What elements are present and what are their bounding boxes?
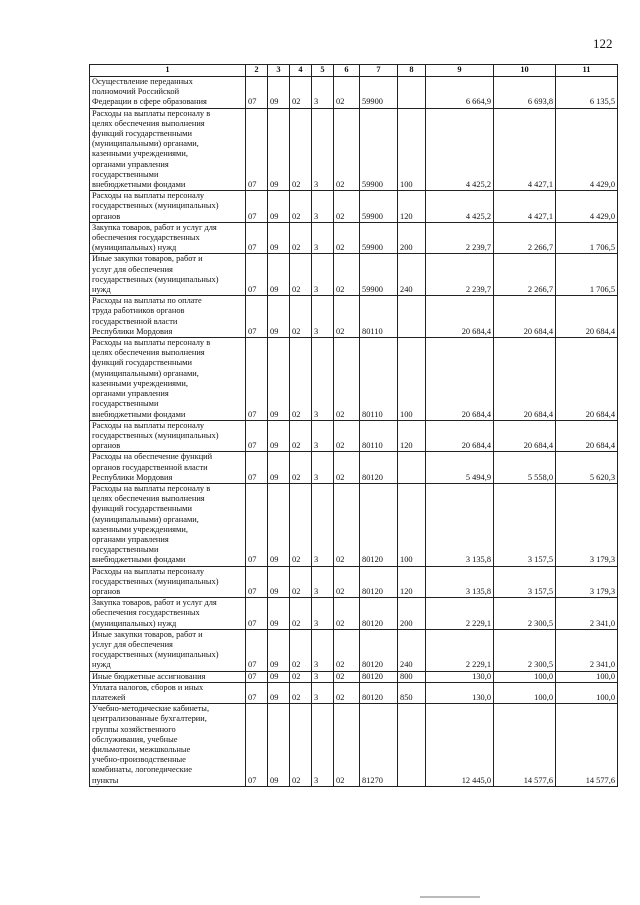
row-value-cell: 3 (312, 704, 334, 787)
row-value-cell: 59900 (360, 254, 398, 296)
row-value-cell: 02 (290, 222, 312, 254)
row-value-cell: 07 (246, 598, 268, 630)
row-value-cell: 4 429,0 (556, 108, 618, 191)
row-value-cell: 4 427,1 (494, 108, 556, 191)
row-value-cell: 240 (398, 629, 426, 671)
row-value-cell: 20 684,4 (556, 338, 618, 421)
row-value-cell: 02 (334, 566, 360, 598)
header-row (90, 65, 618, 77)
row-value-cell: 3 (312, 420, 334, 452)
row-value-cell: 2 341,0 (556, 629, 618, 671)
row-value-cell: 20 684,4 (556, 296, 618, 338)
row-value-cell: 2 239,7 (426, 254, 494, 296)
row-value-cell: 120 (398, 566, 426, 598)
row-value-cell: 3 135,8 (426, 483, 494, 566)
row-value-cell: 02 (334, 77, 360, 109)
page-number: 122 (593, 36, 613, 51)
row-value-cell: 81270 (360, 704, 398, 787)
row-value-cell: 3 (312, 338, 334, 421)
row-value-cell: 07 (246, 338, 268, 421)
row-value-cell: 100 (398, 483, 426, 566)
row-value-cell: 09 (268, 452, 290, 484)
row-value-cell: 02 (334, 452, 360, 484)
table-row (90, 77, 618, 109)
row-name-cell: Иные закупки товаров, работ и услуг для обеспечения государственных (муниципальных) нужд (90, 254, 246, 296)
row-value-cell: 1 706,5 (556, 222, 618, 254)
row-value-cell: 09 (268, 629, 290, 671)
row-value-cell: 200 (398, 598, 426, 630)
row-value-cell: 14 577,6 (556, 704, 618, 787)
row-name-cell: Расходы на выплаты персоналу государственных (муниципальных) органов (90, 566, 246, 598)
row-value-cell: 07 (246, 254, 268, 296)
row-value-cell (398, 704, 426, 787)
row-name-cell: Расходы на выплаты персоналу в целях обеспечения выполнения функций государственными (муниципальными) органами, казенными учреждениями, органами управления государственными внебюджетными фондами (90, 483, 246, 566)
row-value-cell: 09 (268, 222, 290, 254)
row-value-cell: 02 (290, 338, 312, 421)
row-value-cell: 2 239,7 (426, 222, 494, 254)
row-value-cell: 3 157,5 (494, 566, 556, 598)
row-value-cell: 02 (334, 682, 360, 703)
row-value-cell: 850 (398, 682, 426, 703)
row-value-cell: 6 135,5 (556, 77, 618, 109)
row-value-cell: 100,0 (556, 682, 618, 703)
row-value-cell: 2 229,1 (426, 629, 494, 671)
row-name-cell: Расходы на выплаты по оплате труда работников органов государственной власти Республики Мордовия (90, 296, 246, 338)
table-row (90, 254, 618, 296)
row-value-cell: 02 (334, 671, 360, 682)
row-value-cell: 12 445,0 (426, 704, 494, 787)
row-value-cell: 5 494,9 (426, 452, 494, 484)
row-value-cell: 09 (268, 598, 290, 630)
row-value-cell: 09 (268, 704, 290, 787)
row-value-cell: 120 (398, 420, 426, 452)
row-value-cell: 4 425,2 (426, 108, 494, 191)
row-value-cell: 80110 (360, 338, 398, 421)
row-name-cell: Уплата налогов, сборов и иных платежей (90, 682, 246, 703)
row-value-cell: 1 706,5 (556, 254, 618, 296)
row-name-cell: Иные бюджетные ассигнования (90, 671, 246, 682)
row-value-cell: 100 (398, 338, 426, 421)
row-value-cell: 02 (290, 682, 312, 703)
row-value-cell: 59900 (360, 77, 398, 109)
row-value-cell: 240 (398, 254, 426, 296)
row-value-cell: 20 684,4 (426, 296, 494, 338)
row-value-cell: 3 (312, 682, 334, 703)
row-value-cell: 07 (246, 452, 268, 484)
row-value-cell: 20 684,4 (426, 420, 494, 452)
row-name-cell: Расходы на выплаты персоналу государственных (муниципальных) органов (90, 191, 246, 223)
row-value-cell: 02 (290, 420, 312, 452)
row-value-cell: 09 (268, 108, 290, 191)
row-value-cell: 3 (312, 671, 334, 682)
column-header: 9 (426, 65, 494, 77)
row-value-cell: 3 157,5 (494, 483, 556, 566)
row-value-cell: 3 (312, 191, 334, 223)
row-value-cell: 3 179,3 (556, 483, 618, 566)
row-value-cell: 02 (334, 483, 360, 566)
row-value-cell: 3 (312, 566, 334, 598)
table-body (90, 77, 618, 787)
row-value-cell: 02 (290, 77, 312, 109)
row-value-cell: 07 (246, 682, 268, 703)
row-value-cell: 02 (290, 598, 312, 630)
row-value-cell: 02 (334, 338, 360, 421)
table-row (90, 483, 618, 566)
column-header: 3 (268, 65, 290, 77)
row-value-cell: 4 425,2 (426, 191, 494, 223)
row-value-cell: 02 (334, 254, 360, 296)
row-value-cell: 02 (290, 108, 312, 191)
row-value-cell: 09 (268, 191, 290, 223)
column-header: 8 (398, 65, 426, 77)
row-value-cell: 02 (290, 629, 312, 671)
row-name-cell: Учебно-методические кабинеты, централизованные бухгалтерии, группы хозяйственного обслуживания, учебные фильмотеки, межшкольные учебно-производственные комбинаты, логопедические пункты (90, 704, 246, 787)
row-value-cell: 200 (398, 222, 426, 254)
row-value-cell: 07 (246, 566, 268, 598)
row-value-cell: 02 (290, 704, 312, 787)
row-value-cell: 3 (312, 108, 334, 191)
row-value-cell: 2 266,7 (494, 222, 556, 254)
row-value-cell: 02 (334, 191, 360, 223)
row-value-cell: 09 (268, 77, 290, 109)
row-value-cell: 3 (312, 629, 334, 671)
row-value-cell: 02 (290, 452, 312, 484)
column-header: 2 (246, 65, 268, 77)
row-name-cell: Закупка товаров, работ и услуг для обеспечения государственных (муниципальных) нужд (90, 598, 246, 630)
row-value-cell: 07 (246, 704, 268, 787)
row-value-cell: 59900 (360, 222, 398, 254)
row-value-cell: 07 (246, 191, 268, 223)
row-value-cell: 07 (246, 483, 268, 566)
table-row (90, 671, 618, 682)
row-value-cell: 20 684,4 (494, 338, 556, 421)
row-value-cell: 20 684,4 (556, 420, 618, 452)
row-value-cell: 3 (312, 222, 334, 254)
row-value-cell: 100 (398, 108, 426, 191)
row-name-cell: Расходы на выплаты персоналу в целях обеспечения выполнения функций государственными (муниципальными) органами, казенными учреждениями, органами управления государственными внебюджетными фондами (90, 108, 246, 191)
table-row (90, 222, 618, 254)
row-value-cell: 09 (268, 338, 290, 421)
row-name-cell: Расходы на обеспечение функций органов государственной власти Республики Мордовия (90, 452, 246, 484)
row-value-cell: 20 684,4 (494, 296, 556, 338)
row-value-cell: 09 (268, 671, 290, 682)
column-header: 10 (494, 65, 556, 77)
row-value-cell: 130,0 (426, 671, 494, 682)
table-row (90, 452, 618, 484)
row-value-cell: 6 693,8 (494, 77, 556, 109)
row-value-cell: 02 (334, 108, 360, 191)
column-header: 1 (90, 65, 246, 77)
row-value-cell: 5 558,0 (494, 452, 556, 484)
column-header: 5 (312, 65, 334, 77)
table-row (90, 191, 618, 223)
row-value-cell (398, 77, 426, 109)
row-value-cell: 2 300,5 (494, 629, 556, 671)
row-name-cell: Расходы на выплаты персоналу в целях обеспечения выполнения функций государственными (муниципальными) органами, казенными учреждениями, органами управления государственными внебюджетными фондами (90, 338, 246, 421)
row-value-cell: 3 (312, 598, 334, 630)
table-row (90, 682, 618, 703)
row-value-cell: 02 (290, 671, 312, 682)
row-value-cell: 80120 (360, 483, 398, 566)
row-value-cell: 02 (290, 483, 312, 566)
row-value-cell: 80120 (360, 452, 398, 484)
row-value-cell: 02 (334, 598, 360, 630)
table-row (90, 108, 618, 191)
row-value-cell: 59900 (360, 191, 398, 223)
row-value-cell: 2 341,0 (556, 598, 618, 630)
row-value-cell: 09 (268, 483, 290, 566)
row-value-cell: 130,0 (426, 682, 494, 703)
table-row (90, 598, 618, 630)
row-name-cell: Осуществление переданных полномочий Российской Федерации в сфере образования (90, 77, 246, 109)
bottom-edge-mark (420, 896, 480, 898)
row-value-cell: 4 427,1 (494, 191, 556, 223)
table-row (90, 566, 618, 598)
row-value-cell: 07 (246, 108, 268, 191)
row-name-cell: Расходы на выплаты персоналу государственных (муниципальных) органов (90, 420, 246, 452)
table-row (90, 629, 618, 671)
column-header: 6 (334, 65, 360, 77)
row-value-cell: 80120 (360, 682, 398, 703)
row-value-cell: 02 (290, 566, 312, 598)
row-value-cell: 02 (334, 629, 360, 671)
row-value-cell: 07 (246, 629, 268, 671)
row-value-cell: 07 (246, 671, 268, 682)
column-header: 4 (290, 65, 312, 77)
table-row (90, 420, 618, 452)
row-value-cell: 5 620,3 (556, 452, 618, 484)
row-value-cell: 02 (334, 296, 360, 338)
row-value-cell: 80120 (360, 671, 398, 682)
column-header: 7 (360, 65, 398, 77)
row-value-cell: 3 (312, 296, 334, 338)
row-value-cell: 09 (268, 420, 290, 452)
table-row (90, 704, 618, 787)
row-value-cell: 20 684,4 (494, 420, 556, 452)
row-value-cell: 02 (334, 704, 360, 787)
row-value-cell: 3 (312, 77, 334, 109)
row-value-cell (398, 452, 426, 484)
row-value-cell: 3 (312, 254, 334, 296)
row-value-cell: 09 (268, 566, 290, 598)
row-value-cell: 59900 (360, 108, 398, 191)
row-value-cell: 100,0 (494, 682, 556, 703)
row-value-cell: 07 (246, 222, 268, 254)
row-value-cell: 2 266,7 (494, 254, 556, 296)
row-value-cell: 02 (290, 191, 312, 223)
row-value-cell: 100,0 (494, 671, 556, 682)
row-value-cell: 14 577,6 (494, 704, 556, 787)
row-value-cell: 09 (268, 254, 290, 296)
row-value-cell: 2 229,1 (426, 598, 494, 630)
row-value-cell: 3 (312, 452, 334, 484)
row-value-cell: 09 (268, 296, 290, 338)
budget-table (89, 64, 618, 787)
row-value-cell: 07 (246, 77, 268, 109)
row-value-cell: 07 (246, 420, 268, 452)
row-value-cell: 02 (290, 254, 312, 296)
row-value-cell: 09 (268, 682, 290, 703)
row-value-cell: 80120 (360, 598, 398, 630)
row-value-cell: 02 (290, 296, 312, 338)
row-name-cell: Иные закупки товаров, работ и услуг для обеспечения государственных (муниципальных) нужд (90, 629, 246, 671)
row-name-cell: Закупка товаров, работ и услуг для обеспечения государственных (муниципальных) нужд (90, 222, 246, 254)
row-value-cell: 20 684,4 (426, 338, 494, 421)
row-value-cell: 800 (398, 671, 426, 682)
row-value-cell (398, 296, 426, 338)
row-value-cell: 6 664,9 (426, 77, 494, 109)
row-value-cell: 02 (334, 222, 360, 254)
column-header: 11 (556, 65, 618, 77)
row-value-cell: 120 (398, 191, 426, 223)
row-value-cell: 07 (246, 296, 268, 338)
row-value-cell: 80110 (360, 296, 398, 338)
table-row (90, 338, 618, 421)
row-value-cell: 02 (334, 420, 360, 452)
row-value-cell: 80120 (360, 566, 398, 598)
row-value-cell: 3 179,3 (556, 566, 618, 598)
row-value-cell: 3 135,8 (426, 566, 494, 598)
table-row (90, 296, 618, 338)
row-value-cell: 2 300,5 (494, 598, 556, 630)
row-value-cell: 4 429,0 (556, 191, 618, 223)
row-value-cell: 80120 (360, 629, 398, 671)
row-value-cell: 100,0 (556, 671, 618, 682)
row-value-cell: 3 (312, 483, 334, 566)
row-value-cell: 80110 (360, 420, 398, 452)
